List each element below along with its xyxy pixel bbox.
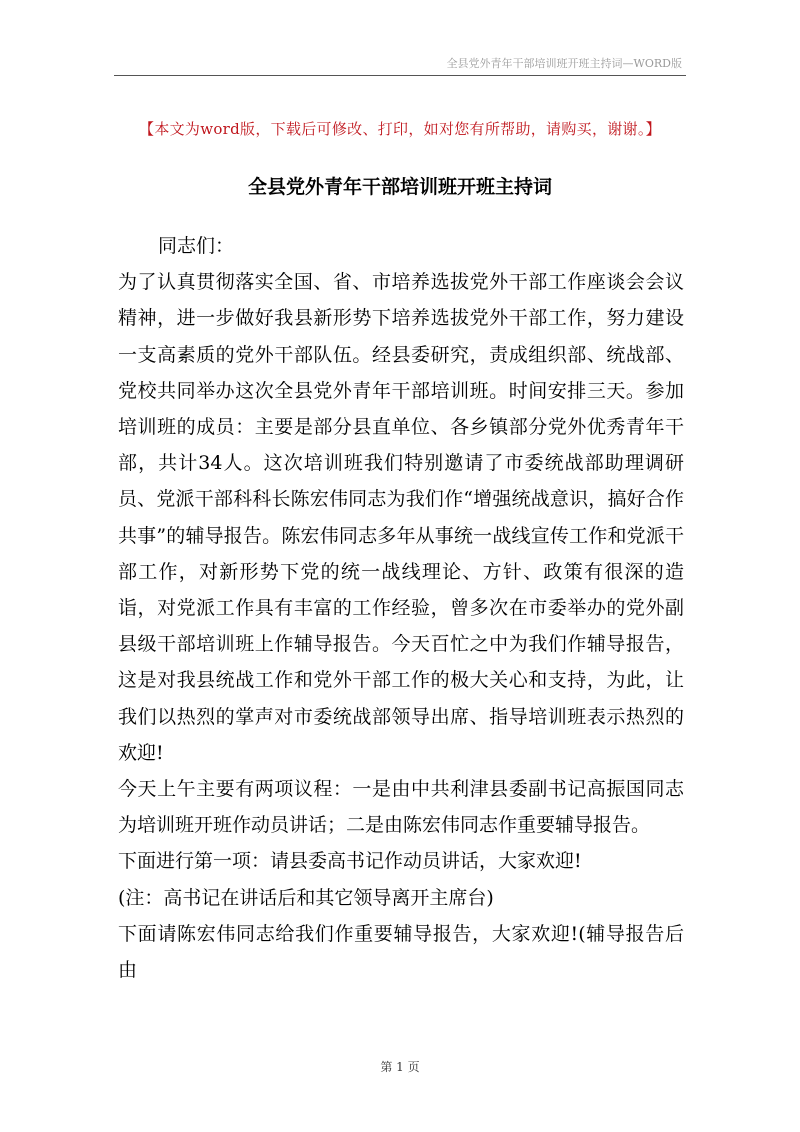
salutation: 同志们： <box>158 235 235 257</box>
document-title: 全县党外青年干部培训班开班主持词 <box>247 176 552 198</box>
page-number: 第 1 页 <box>380 1060 420 1074</box>
purchase-notice: 【本文为word版，下载后可修改、打印，如对您有所帮助，请购买，谢谢。】 <box>139 120 661 138</box>
document-body <box>118 228 684 988</box>
paragraph-intro: 为了认真贯彻落实全国、省、市培养选拔党外干部工作座谈会会议精神，进一步做好我县新形势下培养选拔党外干部工作，努力建设一支高素质的党外干部队伍。经县委研究，责成组织部、统战部、党校共同举办这次全县党外青年干部培训班。时间安排三天。参加培训班的成员：主要是部分县直单位、各乡镇部分党外优秀青年干部，共计34人。这次培训班我们特别邀请了市委统战部助理调研员、党派干部科科长陈宏伟同志为我们作“增强统战意识，搞好合作共事”的辅导报告。陈宏伟同志多年从事统一战线宣传工作和党派干部工作，对新形势下党的统一战线理论、方针、政策有很深的造诣，对党派工作具有丰富的工作经验，曾多次在市委举办的党外副县级干部培训班上作辅导报告。今天百忙之中为我们作辅导报告，这是对我县统战工作和党外干部工作的极大关心和支持，为此，让我们以热烈的掌声对市委统战部领导出席、指导培训班表示热烈的欢迎! <box>118 271 684 764</box>
paragraph-agenda: 今天上午主要有两项议程：一是由中共利津县委副书记高振国同志为培训班开班作动员讲话；二是由陈宏伟同志作重要辅导报告。 <box>118 778 684 837</box>
paragraph-second-item: 下面请陈宏伟同志给我们作重要辅导报告，大家欢迎!(辅导报告后由 <box>118 922 684 982</box>
running-header-title: 全县党外青年干部培训班开班主持词—WORD版 <box>446 57 682 70</box>
header-divider <box>114 75 686 76</box>
paragraph-first-item: 下面进行第一项：请县委高书记作动员讲话，大家欢迎! <box>118 850 582 873</box>
paragraph-note: (注：高书记在讲话后和其它领导离开主席台) <box>118 886 494 909</box>
